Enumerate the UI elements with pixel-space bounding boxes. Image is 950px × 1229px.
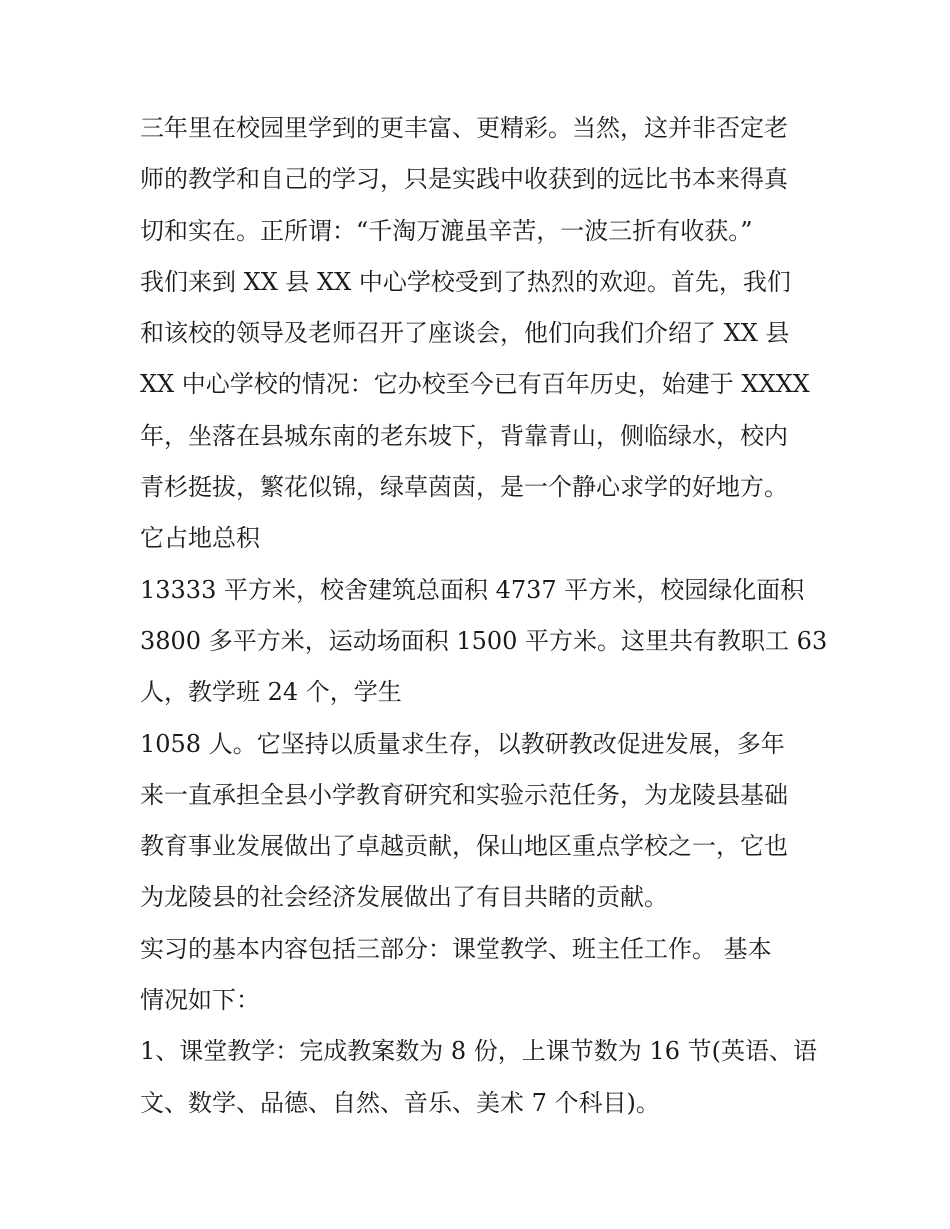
text-line: 教育事业发展做出了卓越贡献，保山地区重点学校之一，它也: [140, 832, 788, 861]
text-line: 3800 多平方米，运动场面积 1500 平方米。这里共有教职工 63: [140, 626, 828, 655]
text-line: 为龙陵县的社会经济发展做出了有目共睹的贡献。: [140, 883, 668, 912]
text-line: 1、课堂教学：完成教案数为 8 份，上课节数为 16 节(英语、语: [140, 1037, 817, 1066]
text-line: 13333 平方米，校舍建筑总面积 4737 平方米，校园绿化面积: [140, 575, 805, 604]
text-line: 情况如下：: [140, 986, 260, 1015]
text-line: 和该校的领导及老师召开了座谈会，他们向我们介绍了 XX 县: [140, 319, 790, 348]
text-line: 人，教学班 24 个，学生: [140, 678, 402, 707]
text-line: 它占地总积: [140, 524, 260, 553]
text-line: XX 中心学校的情况：它办校至今已有百年历史，始建于 XXXX: [140, 370, 810, 399]
text-line: 切和实在。正所谓：“千淘万漉虽辛苦，一波三折有收获。”: [140, 216, 753, 245]
text-line: 三年里在校园里学到的更丰富、更精彩。当然，这并非否定老: [140, 114, 788, 142]
body-text: [140, 103, 840, 1129]
text-line: 我们来到 XX 县 XX 中心学校受到了热烈的欢迎。首先，我们: [140, 267, 791, 296]
text-line: 1058 人。它坚持以质量求生存，以教研教改促进发展，多年: [140, 729, 785, 758]
text-line: 文、数学、品德、自然、音乐、美术 7 个科目)。: [140, 1088, 660, 1117]
text-line: 来一直承担全县小学教育研究和实验示范任务，为龙陵县基础: [140, 780, 788, 809]
text-line: 实习的基本内容包括三部分：课堂教学、班主任工作。 基本: [140, 934, 772, 963]
text-line: 年，坐落在县城东南的老东坡下，背靠青山，侧临绿水，校内: [140, 421, 788, 450]
text-line: 青杉挺拔，繁花似锦，绿草茵茵，是一个静心求学的好地方。: [140, 473, 788, 502]
text-line: 师的教学和自己的学习，只是实践中收获到的远比书本来得真: [140, 165, 788, 194]
